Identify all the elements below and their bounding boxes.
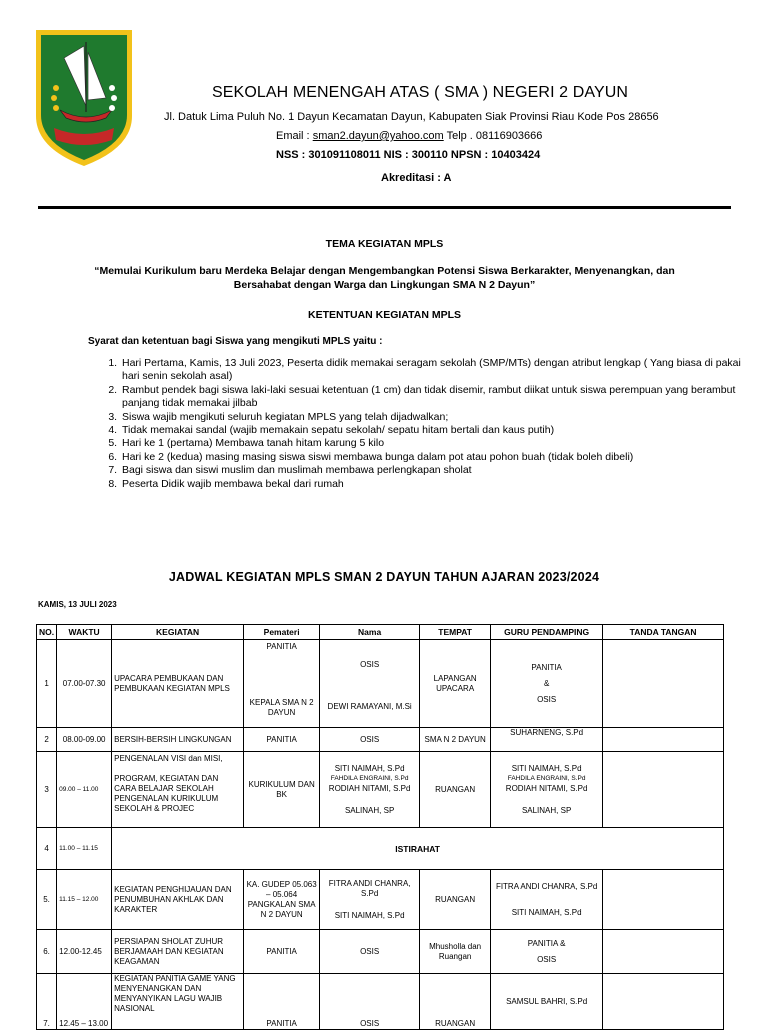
col-header: Nama: [320, 625, 420, 640]
cell-tanda-tangan[interactable]: [603, 752, 724, 828]
table-row: [37, 728, 724, 752]
table-row: [37, 640, 724, 728]
cell-nama: [320, 640, 420, 728]
cell-nama: [320, 870, 420, 930]
cell-nama: OSIS: [320, 974, 420, 1030]
cell-kegiatan: KEGIATAN PENGHIJAUAN DAN PENUMBUHAN AKHLAK DAN KARAKTER: [112, 870, 244, 930]
nama-a: SITI NAIMAH, S.Pd: [334, 763, 405, 773]
cell-tempat: SMA N 2 DAYUN: [420, 728, 491, 752]
cell-waktu: 12.00-12.45: [57, 930, 112, 974]
cell-tempat: RUANGAN: [420, 870, 491, 930]
cell-no: 1: [37, 640, 57, 728]
cell-waktu: 11.15 – 12.00: [57, 870, 112, 930]
nama-a: FITRA ANDI CHANRA, S.Pd: [328, 878, 411, 898]
nama-b: DEWI RAMAYANI, M.Si: [327, 702, 412, 711]
table-header-row: [37, 625, 724, 640]
phone-text: Telp . 08116903666: [443, 130, 543, 142]
kegiatan-a: PENGENALAN VISI dan MISI,: [114, 754, 223, 763]
cell-waktu: 11.00 – 11.15: [57, 828, 112, 870]
cell-no: 2: [37, 728, 57, 752]
nama-a: OSIS: [360, 660, 380, 669]
table-row: [37, 828, 724, 870]
cell-guru: [491, 870, 603, 930]
guru-b: OSIS: [537, 954, 557, 964]
school-ids: NSS : 301091108011 NIS : 300110 NPSN : 10403424: [276, 149, 541, 161]
cell-tanda-tangan[interactable]: [603, 640, 724, 728]
cell-tanda-tangan[interactable]: [603, 728, 724, 752]
school-logo: [34, 28, 134, 168]
jadwal-day: KAMIS, 13 JULI 2023: [38, 600, 117, 609]
list-item: 1. Hari Pertama, Kamis, 13 Juli 2023, Peserta didik memakai seragam sekolah (SMP/MTs) dengan atribut lengkap ( Yang biasa di pakai hari senin sekolah asal): [120, 357, 750, 384]
pemateri-a: PANITIA: [266, 642, 297, 651]
table-row: [37, 930, 724, 974]
cell-waktu: 09.00 – 11.00: [57, 752, 112, 828]
col-header: TANDA TANGAN: [603, 625, 724, 640]
cell-no: 4: [37, 828, 57, 870]
cell-guru: [491, 752, 603, 828]
list-item: 6. Hari ke 2 (kedua) masing masing siswa siswi membawa bunga dalam pot atau pohon buah (tidak boleh dibeli): [120, 451, 750, 464]
cell-kegiatan: UPACARA PEMBUKAAN DAN PEMBUKAAN KEGIATAN MPLS: [112, 640, 244, 728]
guru-c: RODIAH NITAMI, S.Pd: [505, 783, 588, 793]
cell-waktu: 12.45 – 13.00: [57, 974, 112, 1030]
guru-a: FITRA ANDI CHANRA, S.Pd: [495, 881, 598, 891]
cell-pemateri: PANITIA: [244, 728, 320, 752]
cell-kegiatan: BERSIH-BERSIH LINGKUNGAN: [112, 728, 244, 752]
list-item: 5. Hari ke 1 (pertama) Membawa tanah hitam karung 5 kilo: [120, 437, 750, 450]
guru-c: OSIS: [537, 694, 557, 704]
cell-guru: SAMSUL BAHRI, S.Pd: [491, 974, 603, 1030]
header-divider: [38, 206, 731, 209]
guru-a: PANITIA &: [527, 938, 566, 948]
schedule-table: [36, 624, 724, 1030]
cell-pemateri: KURIKULUM DAN BK: [244, 752, 320, 828]
cell-kegiatan: [112, 752, 244, 828]
cell-tanda-tangan[interactable]: [603, 974, 724, 1030]
tema-quote: “Memulai Kurikulum baru Merdeka Belajar dengan Mengembangkan Potensi Siswa Berkarakter, Menyenangkan, dan Bersahabat dengan Warga dan Lingkungan SMA N 2 Dayun”: [94, 265, 675, 291]
cell-guru: [491, 930, 603, 974]
table-row: [37, 870, 724, 930]
cell-nama: OSIS: [320, 728, 420, 752]
cell-nama: OSIS: [320, 930, 420, 974]
cell-nama: [320, 752, 420, 828]
list-item: 8. Peserta Didik wajib membawa bekal dari rumah: [120, 478, 750, 491]
tema-heading: TEMA KEGIATAN MPLS: [325, 238, 444, 250]
cell-pemateri: [244, 640, 320, 728]
jadwal-title: JADWAL KEGIATAN MPLS SMAN 2 DAYUN TAHUN AJARAN 2023/2024: [168, 570, 600, 584]
ketentuan-list: [102, 357, 750, 491]
kegiatan-b: PROGRAM, KEGIATAN DAN CARA BELAJAR SEKOLAH PENGENALAN KURIKULUM SEKOLAH & PROJEC: [114, 774, 219, 813]
email-link[interactable]: sman2.dayun@yahoo.com: [312, 130, 444, 142]
list-item: 4. Tidak memakai sandal (wajib memakain sepatu sekolah/ sepatu hitam bertali dan kaus putih): [120, 424, 750, 437]
ketentuan-heading: KETENTUAN KEGIATAN MPLS: [307, 309, 462, 321]
list-item: 3. Siswa wajib mengikuti seluruh kegiatan MPLS yang telah dijadwalkan;: [120, 411, 750, 424]
cell-no: 3: [37, 752, 57, 828]
cell-tempat: Mhusholla dan Ruangan: [420, 930, 491, 974]
school-address: Jl. Datuk Lima Puluh No. 1 Dayun Kecamatan Dayun, Kabupaten Siak Provinsi Riau Kode Pos 28656: [164, 111, 659, 123]
col-header: KEGIATAN: [112, 625, 244, 640]
cell-tempat: RUANGAN: [420, 752, 491, 828]
guru-a: PANITIA: [531, 662, 562, 672]
ketentuan-intro: Syarat dan ketentuan bagi Siswa yang mengikuti MPLS yaitu :: [88, 336, 383, 347]
cell-guru: [491, 640, 603, 728]
col-header: WAKTU: [57, 625, 112, 640]
contact-line: [276, 130, 542, 142]
guru-a: SITI NAIMAH, S.Pd: [511, 763, 582, 773]
nama-d: SALINAH, SP: [344, 805, 395, 815]
col-header: NO.: [37, 625, 57, 640]
cell-no: 6.: [37, 930, 57, 974]
list-item: 7. Bagi siswa dan siswi muslim dan muslimah membawa perlengkapan sholat: [120, 464, 750, 477]
cell-no: 7.: [37, 974, 57, 1030]
cell-istirahat: ISTIRAHAT: [112, 828, 724, 870]
riau-emblem-icon: [34, 28, 134, 168]
akreditasi: Akreditasi : A: [381, 172, 452, 184]
list-item: 2. Rambut pendek bagi siswa laki-laki sesuai ketentuan (1 cm) dan tidak disemir, rambut diikat untuk siswa perempuan yang berambut panjang tidak memakai jilbab: [120, 384, 750, 411]
col-header: GURU PENDAMPING: [491, 625, 603, 640]
col-header: Pemateri: [244, 625, 320, 640]
guru-b: SITI NAIMAH, S.Pd: [511, 907, 582, 917]
cell-pemateri: KA. GUDEP 05.063 – 05.064 PANGKALAN SMA N 2 DAYUN: [244, 870, 320, 930]
cell-pemateri: PANITIA: [244, 974, 320, 1030]
pemateri-b: KEPALA SMA N 2 DAYUN: [249, 698, 314, 717]
cell-tempat: RUANGAN: [420, 974, 491, 1030]
cell-tanda-tangan[interactable]: [603, 870, 724, 930]
cell-tempat: LAPANGAN UPACARA: [420, 640, 491, 728]
table-row: [37, 974, 724, 1030]
nama-c: RODIAH NITAMI, S.Pd: [328, 783, 411, 793]
cell-waktu: 08.00-09.00: [57, 728, 112, 752]
guru-d: SALINAH, SP: [521, 805, 572, 815]
cell-pemateri: PANITIA: [244, 930, 320, 974]
cell-guru: SUHARNENG, S.Pd: [491, 728, 603, 752]
nama-b: FAHDILA ENGRAINI, S.Pd: [330, 774, 409, 782]
guru-b: &: [543, 678, 550, 688]
guru-b: FAHDILA ENGRAINI, S.Pd: [507, 774, 586, 782]
cell-kegiatan: PERSIAPAN SHOLAT ZUHUR BERJAMAAH DAN KEGIATAN KEAGAMAN: [112, 930, 244, 974]
cell-kegiatan: KEGIATAN PANITIA GAME YANG MENYENANGKAN DAN MENYANYIKAN LAGU WAJIB NASIONAL: [112, 974, 244, 1030]
col-header: TEMPAT: [420, 625, 491, 640]
cell-tanda-tangan[interactable]: [603, 930, 724, 974]
cell-no: 5.: [37, 870, 57, 930]
table-row: [37, 752, 724, 828]
school-name: SEKOLAH MENENGAH ATAS ( SMA ) NEGERI 2 DAYUN: [212, 84, 629, 101]
nama-b: SITI NAIMAH, S.Pd: [334, 910, 405, 920]
cell-waktu: 07.00-07.30: [57, 640, 112, 728]
email-label: Email :: [276, 130, 313, 142]
